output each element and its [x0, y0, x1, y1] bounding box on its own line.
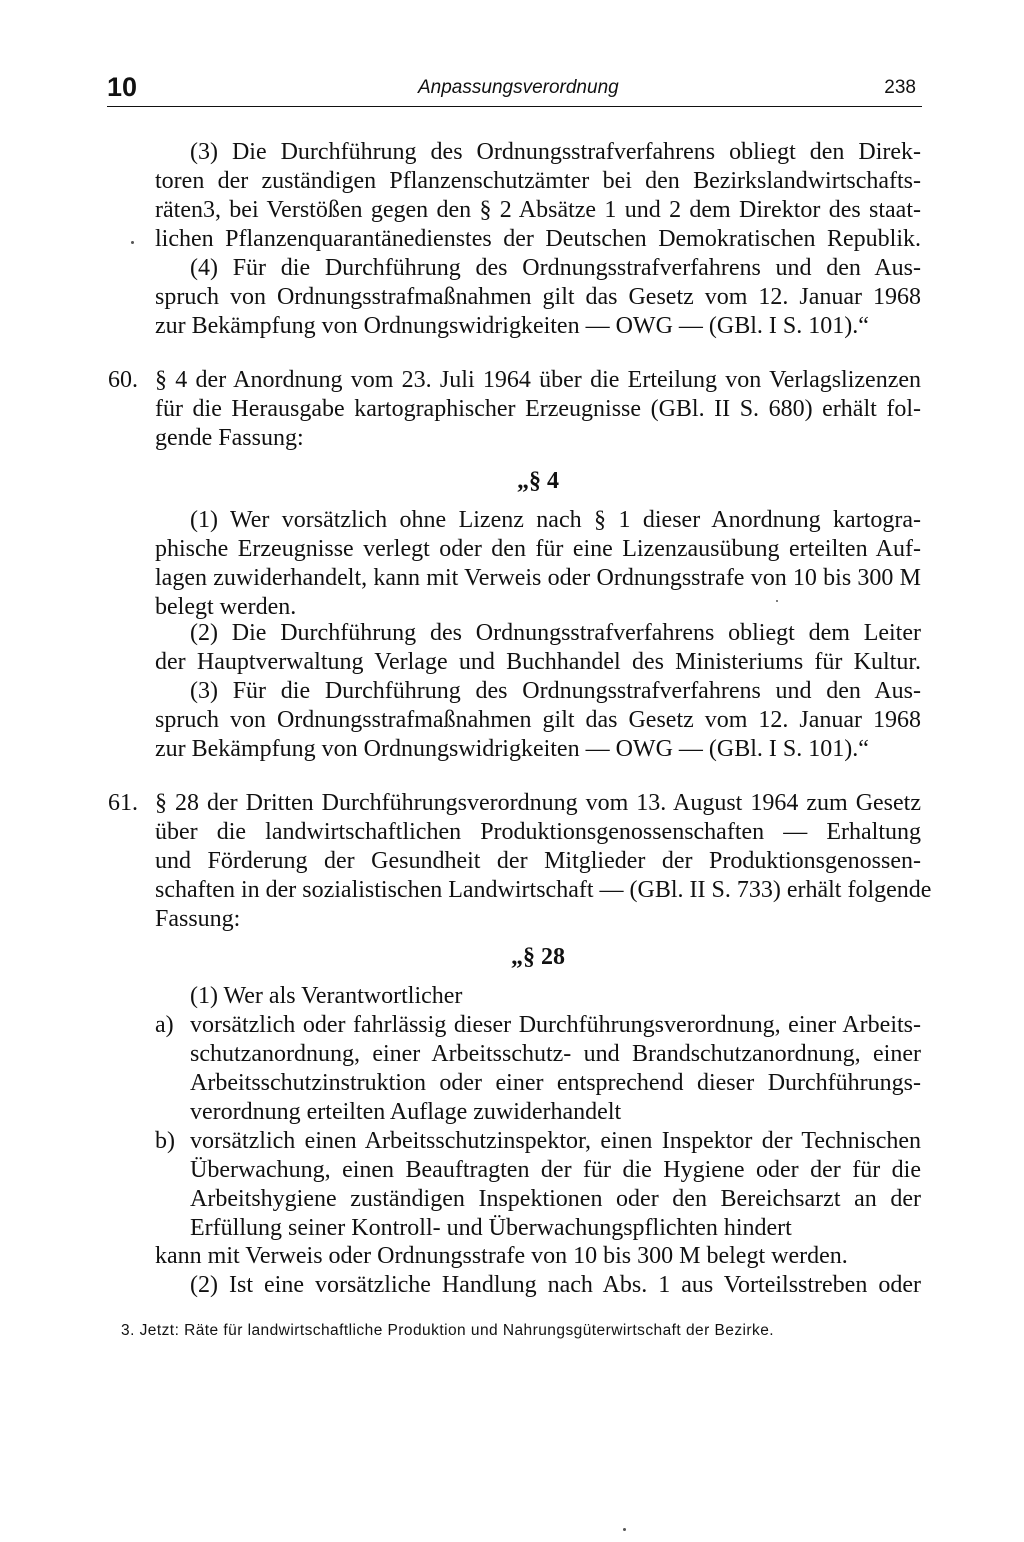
body-line: vorsätzlich oder fahrlässig dieser Durchführungsverordnung, einer Arbeits-: [190, 1012, 921, 1038]
body-line: § 4 der Anordnung vom 23. Juli 1964 über die Erteilung von Verlagslizenzen: [155, 367, 921, 393]
page-header: [107, 72, 922, 107]
body-line: Fassung:: [155, 906, 241, 932]
chapter-number: 10: [107, 72, 138, 102]
body-line: über die landwirtschaftlichen Produktionsgenossenschaften — Erhaltung: [155, 819, 921, 845]
scan-speck: [623, 1528, 626, 1531]
body-line: Überwachung, einen Beauftragten der für die Hygiene oder der für die: [190, 1157, 921, 1183]
body-line: lagen zuwiderhandelt, kann mit Verweis oder Ordnungsstrafe von 10 bis 300 M: [155, 565, 921, 591]
body-line: Arbeitsschutzinstruktion oder einer entsprechend dieser Durchführungs-: [190, 1070, 921, 1096]
body-line: § 28 der Dritten Durchführungsverordnung vom 13. August 1964 zum Gesetz: [155, 790, 921, 816]
section-heading: „§ 28: [511, 944, 565, 970]
item-number-60: 60.: [108, 367, 138, 393]
body-line: spruch von Ordnungsstrafmaßnahmen gilt das Gesetz vom 12. Januar 1968: [155, 707, 921, 733]
body-line: räten3, bei Verstößen gegen den § 2 Absätze 1 und 2 dem Direktor des staat-: [155, 197, 921, 223]
body-line: (3) Für die Durchführung des Ordnungsstrafverfahrens und den Aus-: [190, 678, 921, 704]
body-line: für die Herausgabe kartographischer Erzeugnisse (GBl. II S. 680) erhält fol-: [155, 396, 921, 422]
body-line: schaften in der sozialistischen Landwirtschaft — (GBl. II S. 733) erhält folgende: [155, 877, 932, 903]
body-line: und Förderung der Gesundheit der Mitglieder der Produktionsgenossen-: [155, 848, 921, 874]
body-line: (2) Ist eine vorsätzliche Handlung nach Abs. 1 aus Vorteilsstreben oder: [190, 1272, 921, 1298]
body-line: verordnung erteilten Auflage zuwiderhandelt: [190, 1099, 622, 1125]
body-line: Arbeitshygiene zuständigen Inspektionen oder den Bereichsarzt an der: [190, 1186, 921, 1212]
body-line: kann mit Verweis oder Ordnungsstrafe von 10 bis 300 M belegt werden.: [155, 1243, 848, 1269]
body-line: (3) Die Durchführung des Ordnungsstrafverfahrens obliegt den Direk-: [190, 139, 921, 165]
body-line: lichen Pflanzenquarantänedienstes der Deutschen Demokratischen Republik.: [155, 226, 921, 252]
body-line: vorsätzlich einen Arbeitsschutzinspektor, einen Inspektor der Technischen: [190, 1128, 921, 1154]
body-line: schutzanordnung, einer Arbeitsschutz- und Brandschutzanordnung, einer: [190, 1041, 921, 1067]
body-line: gende Fassung:: [155, 425, 304, 451]
body-line: (4) Für die Durchführung des Ordnungsstrafverfahrens und den Aus-: [190, 255, 921, 281]
body-line: zur Bekämpfung von Ordnungswidrigkeiten — OWG — (GBl. I S. 101).“: [155, 313, 869, 339]
page-number: 238: [884, 77, 916, 98]
body-line: der Hauptverwaltung Verlage und Buchhandel des Ministeriums für Kultur.: [155, 649, 921, 675]
body-line: (2) Die Durchführung des Ordnungsstrafverfahrens obliegt dem Leiter: [190, 620, 921, 646]
running-title: Anpassungsverordnung: [418, 77, 619, 98]
body-line: (1) Wer als Verantwortlicher: [190, 983, 463, 1009]
body-line: toren der zuständigen Pflanzenschutzämter bei den Bezirkslandwirtschafts-: [155, 168, 921, 194]
body-line: zur Bekämpfung von Ordnungswidrigkeiten — OWG — (GBl. I S. 101).“: [155, 736, 869, 762]
footnote: 3. Jetzt: Räte für landwirtschaftliche Produktion und Nahrungsgüterwirtschaft der Bezirke.: [121, 1322, 775, 1339]
item-number-61: 61.: [108, 790, 138, 816]
body-line: (1) Wer vorsätzlich ohne Lizenz nach § 1 dieser Anordnung kartogra-: [190, 507, 921, 533]
body-line: phische Erzeugnisse verlegt oder den für eine Lizenzausübung erteilten Auf-: [155, 536, 921, 562]
body-line: Erfüllung seiner Kontroll- und Überwachungspflichten hindert: [190, 1215, 792, 1241]
list-marker-a: a): [155, 1012, 174, 1038]
scan-speck: [776, 600, 778, 602]
section-heading: „§ 4: [517, 468, 559, 494]
body-line: belegt werden.: [155, 594, 297, 620]
body-line: spruch von Ordnungsstrafmaßnahmen gilt das Gesetz vom 12. Januar 1968: [155, 284, 921, 310]
scan-speck: [131, 241, 134, 244]
list-marker-b: b): [155, 1128, 175, 1154]
